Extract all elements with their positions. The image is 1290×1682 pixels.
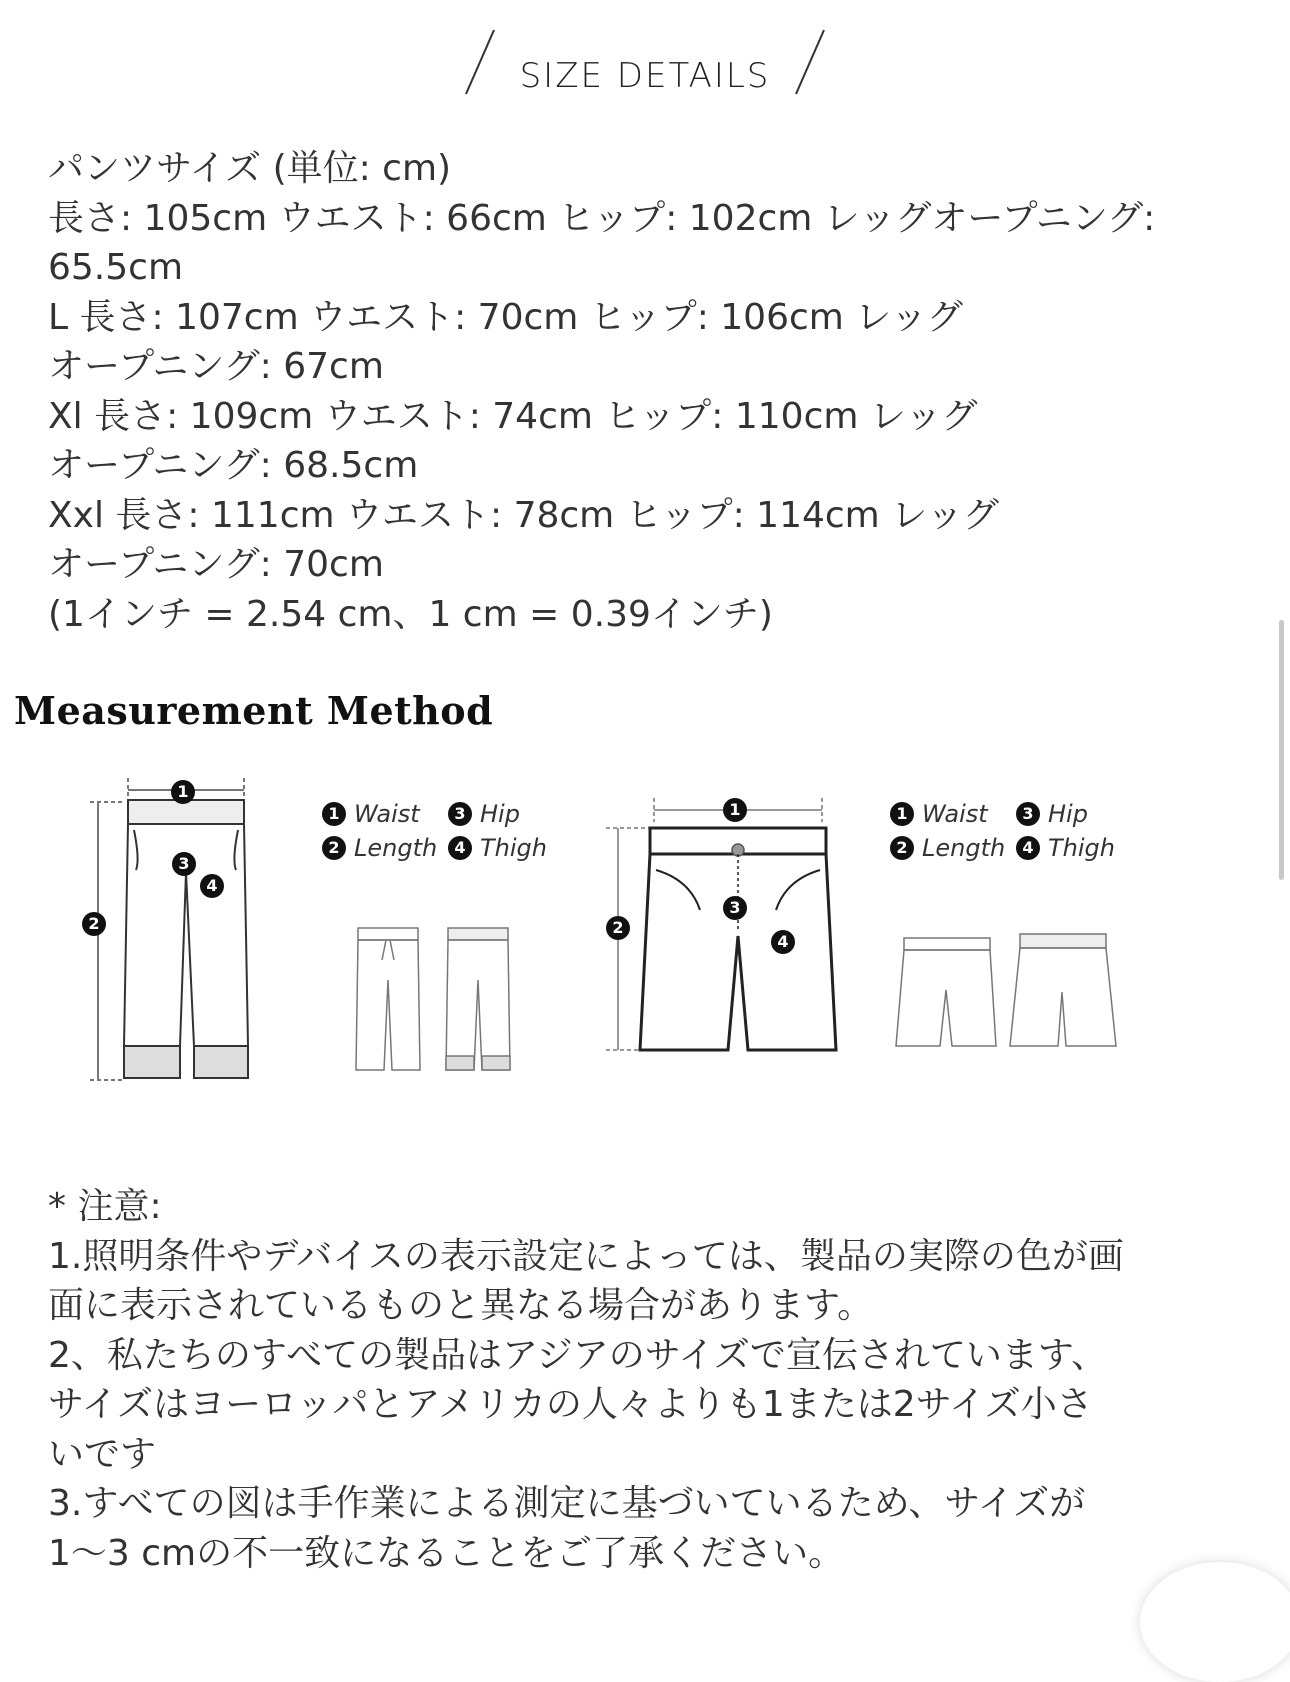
legend-label: Waist xyxy=(354,800,420,828)
size-line: オープニング: 67cm xyxy=(48,346,384,387)
size-line: 長さ: 105cm ウエスト: 66cm ヒップ: 102cm レッグオープニング: xyxy=(48,197,1156,239)
size-details-header xyxy=(0,24,1290,104)
measurement-diagram xyxy=(0,760,1290,1140)
legend-number: 2 xyxy=(890,836,914,860)
size-line: Xl 長さ: 109cm ウエスト: 74cm ヒップ: 110cm レッグ xyxy=(48,395,978,437)
size-line: パンツサイズ (単位: cm) xyxy=(48,148,452,189)
pants-diagrams-svg xyxy=(0,760,1290,1140)
legend-label: Thigh xyxy=(1048,834,1115,862)
marker-2-length: 2 xyxy=(606,916,630,940)
legend-number: 4 xyxy=(448,836,472,860)
size-line: (1インチ = 2.54 cm、1 cm = 0.39インチ) xyxy=(48,593,773,635)
floating-corner-button[interactable] xyxy=(1140,1562,1290,1682)
long-pants-small-front xyxy=(356,928,420,1070)
marker-1-waist: 1 xyxy=(171,780,195,804)
size-line: L 長さ: 107cm ウエスト: 70cm ヒップ: 106cm レッグ xyxy=(48,296,963,338)
shorts-illustration xyxy=(606,798,836,1050)
legend-number: 1 xyxy=(322,802,346,826)
legend-label: Hip xyxy=(1048,800,1088,828)
note-line: 2、私たちのすべての製品はアジアのサイズで宣伝されています、 xyxy=(48,1334,1107,1376)
legend-label: Hip xyxy=(480,800,520,828)
measurement-method-title: Measurement Method xyxy=(14,688,494,733)
legend-number: 3 xyxy=(1016,802,1040,826)
long-pants-small-back xyxy=(446,928,510,1070)
shorts-small-back xyxy=(1010,934,1116,1046)
legend-number: 2 xyxy=(322,836,346,860)
legend-number: 1 xyxy=(890,802,914,826)
note-line: 3.すべての図は手作業による測定に基づいているため、サイズが xyxy=(48,1483,1086,1524)
note-line: 1.照明条件やデバイスの表示設定によっては、製品の実際の色が画 xyxy=(48,1235,1124,1277)
marker-1-waist: 1 xyxy=(723,798,747,822)
marker-4-thigh: 4 xyxy=(200,874,224,898)
size-line: オープニング: 70cm xyxy=(48,544,384,585)
size-details-title: SIZE DETAILS xyxy=(519,56,771,96)
note-line: * 注意: xyxy=(48,1186,162,1227)
marker-3-hip: 3 xyxy=(172,852,196,876)
marker-4-thigh: 4 xyxy=(771,930,795,954)
legend-label: Thigh xyxy=(480,834,547,862)
legend-number: 3 xyxy=(448,802,472,826)
size-line: オープニング: 68.5cm xyxy=(48,445,419,486)
long-pants-illustration xyxy=(90,778,248,1080)
size-table-text xyxy=(48,144,1248,639)
legend-label: Waist xyxy=(922,800,988,828)
size-line: 65.5cm xyxy=(48,247,184,288)
legend-label: Length xyxy=(922,834,1006,862)
note-line: 面に表示されているものと異なる場合があります。 xyxy=(48,1285,874,1326)
scrollbar[interactable] xyxy=(1279,620,1284,880)
shorts-small-front xyxy=(896,938,996,1046)
marker-3-hip: 3 xyxy=(723,896,747,920)
right-slash-ornament xyxy=(790,28,830,98)
legend-number: 4 xyxy=(1016,836,1040,860)
legend-label: Length xyxy=(354,834,438,862)
marker-2-length: 2 xyxy=(82,912,106,936)
note-line: 1～3 cmの不一致になることをご了承ください。 xyxy=(48,1532,845,1574)
note-line: サイズはヨーロッパとアメリカの人々よりも1または2サイズ小さ xyxy=(48,1384,1093,1425)
note-line: いです xyxy=(48,1433,157,1475)
notes-section xyxy=(48,1182,1258,1578)
size-line: Xxl 長さ: 111cm ウエスト: 78cm ヒップ: 114cm レッグ xyxy=(48,494,999,536)
